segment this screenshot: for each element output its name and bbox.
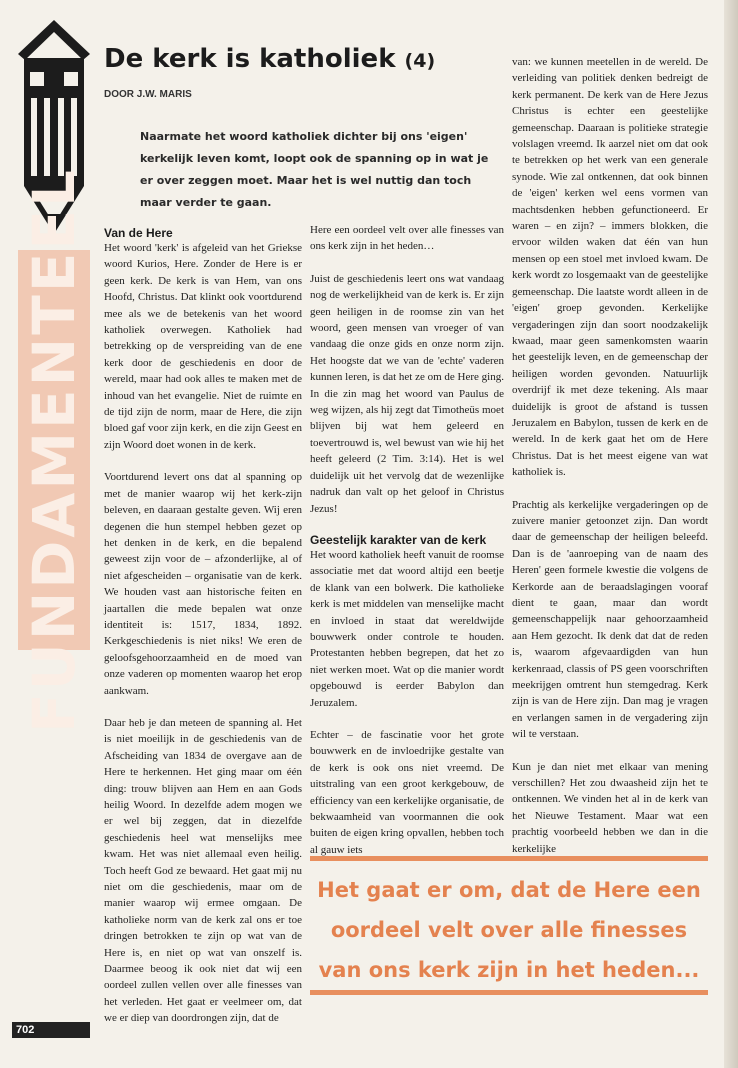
subheading-van-de-here: Van de Here: [104, 226, 173, 240]
column-3: [512, 54, 708, 873]
paragraph: Het woord 'kerk' is afgeleid van het Griekse woord Kurios, Here. Zonder de Here is er geen kerk. De kerk is van Hem, van ons Hoofd, Christus. Dat klinkt ook voortdurend mee als we de betekenis van het woord katholiek overwegen. Katholiek had betrekking op de verspreiding van de ene kerk door de geschiedenis en door de wereld, maar had ook alles te maken met de inhoud van het evangelie. Niet de ruimte en de tijd zijn de norm, maar de Here, die zijn bloed gaf voor zijn kerk, en die zijn Geest en zijn Woord doet wonen in de kerk.: [104, 242, 302, 451]
page-scan-edge: [724, 0, 738, 1068]
paragraph: Echter – de fascinatie voor het grote bouwwerk en de invloedrijke gestalte van de kerk is ook ons niet vreemd. De uitstraling van een groot kerkgebouw, de efficiency van een kerkelijke organisatie, de bekwaamheid van voormannen die ook buiten de eigen kring opvallen, hebben toch al gauw iets: [310, 728, 504, 856]
pull-quote-rule-bottom: [310, 990, 708, 995]
page-number: 702: [12, 1022, 90, 1038]
column-1: [104, 226, 302, 1043]
paragraph: Juist de geschiedenis leert ons wat vandaag nog de werkelijkheid van de kerk is. Er zijn geen heiligen in de roomse zin van het woord, geen mensen van vroeger of van vandaag die onze gids en onze norm zijn. Het hoogste dat we van de 'echte' vaderen kunnen leren, is dat het ze om de Here ging. In die zin mag het woord van Paulus de weg wijzen, als hij zegt dat Timotheüs moet blijven bij wat hem geleerd en toevertrouwd is, wel bewust van wie hij het heeft geleerd (2 Tim. 3:14). Het is wel duidelijk uit het vervolg dat de wezenlijke nadruk dan valt op het geloof in Christus Jezus!: [310, 272, 504, 515]
article-part: (4): [404, 50, 436, 72]
pull-quote-line: van ons kerk zijn in het heden...: [318, 958, 700, 982]
article-title: [104, 44, 435, 74]
pull-quote-rule-top: [310, 856, 708, 861]
paragraph: Daar heb je dan meteen de spanning al. Het is niet moeilijk in de geschiedenis van de Afscheiding van 1834 de overgave aan de Here te herkennen. Het ging maar om één ding: trouw blijven aan Hem en aan Gods heilig Woord. In dezelfde adem mogen we er wel bij zeggen, dat in diezelfde geschiedenis heel wat menselijks mee kwam. Het was niet allemaal even heilig. Toch heeft God ze bewaard. Het gaat mij nu niet om die geschiedenis, maar om de manier waarop wij ermee omgaan. De katholieke norm van de kerk zal ons er toe dringen betrokken te zijn op wat van de Here is, en niet op wat van onszelf is. Daarmee beoog ik ook niet dat wij een oordeel zullen vellen over alle finesses van het verleden. Het gaat er veelmeer om, dat we er diep van doordrongen zijn, dat de: [104, 716, 302, 1025]
column-2: [310, 222, 504, 874]
pull-quote-line: oordeel velt over alle finesses: [330, 918, 688, 942]
paragraph: van: we kunnen meetellen in de wereld. De verleiding van politiek denken bedreigt de kerk permanent. De kerk van de Here Jezus Christus is echter een geestelijke gemeenschap. Daaraan is politieke strategie volslagen vreemd. Ik aarzel niet om dat ook te betrekken op het werk van een generale synode. Wie zal ontkennen, dat ook binnen de 'eigen' kerken wel eens vormen van machtsdenken hebben gefunctioneerd. Er waren – en zijn? – immers blokken, die ervoor wilden waken dat één van hun mensen op een stoel met invloed kwam. De kerk wordt zo losgemaakt van de geestelijke gemeenschap. Die laatste wordt alleen in de 'eigen' groep gevonden. Kerkelijke vergaderingen zijn dan soort noodzakelijk kwaad, maar geen samenkomsten waarin het geestelijk leven, en de gemeenschap der heiligen worden gevonden. Natuurlijk overdrijf ik met deze tekening. Als maar duidelijk is groot de afstand is tussen Jeruzalem en Babylon, tussen de kerk en de wereld. In de kerk gaat het om de Here Christus. Dat is het meest eigene van wat katholiek is.: [512, 56, 708, 479]
section-label-band: [18, 167, 90, 733]
lead-paragraph: Naarmate het woord katholiek dichter bij ons 'eigen' kerkelijk leven komt, loopt ook de spanning op in wat je er over zeggen moet. Maar het is wel nuttig dan toch maar verder te gaan.: [140, 130, 489, 209]
paragraph: Prachtig als kerkelijke vergaderingen op de zuivere manier getoonzet zijn. Dan wordt daar de gemeenschap der heiligen beleefd. Dan is de 'aanroeping van de naam des Heren' geen formele kwestie die volgens de Kerkorde aan de beraadslagingen vooraf dient te gaan, maar dan wordt gemeenschappelijk naar gehoorzaamheid aan Hem gezocht. Ik denk dat dat de reden is, waarom afgevaardigden van hun kerkenraad, classis of PS geen voorschriften meekrijgen omtrent hun stemgedrag. Kerk zijn is van de Here zijn. Dan mag je vragen en verlangen samen in de vergadering zijn wil te verstaan.: [512, 498, 708, 741]
article-title-text: De kerk is katholiek: [104, 44, 396, 74]
subheading-geestelijk-karakter: Geestelijk karakter van de kerk: [310, 532, 487, 547]
pull-quote: [308, 870, 710, 990]
paragraph: Kun je dan niet met elkaar van mening verschillen? Het zou dwaasheid zijn het te ontkennen. We vinden het al in de kerk van het Nieuwe Testament. Maar wat een prachtig voorbeeld hebben we dan in die kerkelijke: [512, 760, 708, 855]
section-label: FUNDAMENTEEL: [20, 167, 88, 733]
pull-quote-line: Het gaat er om, dat de Here een: [317, 878, 701, 902]
paragraph: Here een oordeel velt over alle finesses van ons kerk zijn in het heden…: [310, 224, 504, 253]
paragraph: Het woord katholiek heeft vanuit de roomse associatie met dat woord altijd een beetje de klank van een bolwerk. Die katholieke kerk is met middelen van menselijke macht en invloed in staat dat wereldwijde bouwwerk onder controle te houden. Protestanten hebben begrepen, dat het zo niet werken moet. Wat op die manier wordt opgebouwd is eerder Babylon dan Jeruzalem.: [310, 548, 504, 709]
byline: DOOR J.W. MARIS: [104, 89, 192, 100]
paragraph: Voortdurend levert ons dat al spanning op met de manier waarop wij het kerk-zijn beleven, en daaraan gestalte geven. Wij eren degenen die hun stempel hebben gezet op het denken in de kerk, en die bepalend geweest zijn voor de – afzonderlijke, al of niet afgescheiden – organisatie van de kerk. We houden vast aan historische feiten en jaartallen die mede bepalen wat onze identiteit is: 1517, 1834, 1892. Kerkgeschiedenis is niet niks! We eren de geloofsgehoorzaamheid en de moed van onze vaderen op momenten waarop het erop aankwam.: [104, 471, 302, 697]
